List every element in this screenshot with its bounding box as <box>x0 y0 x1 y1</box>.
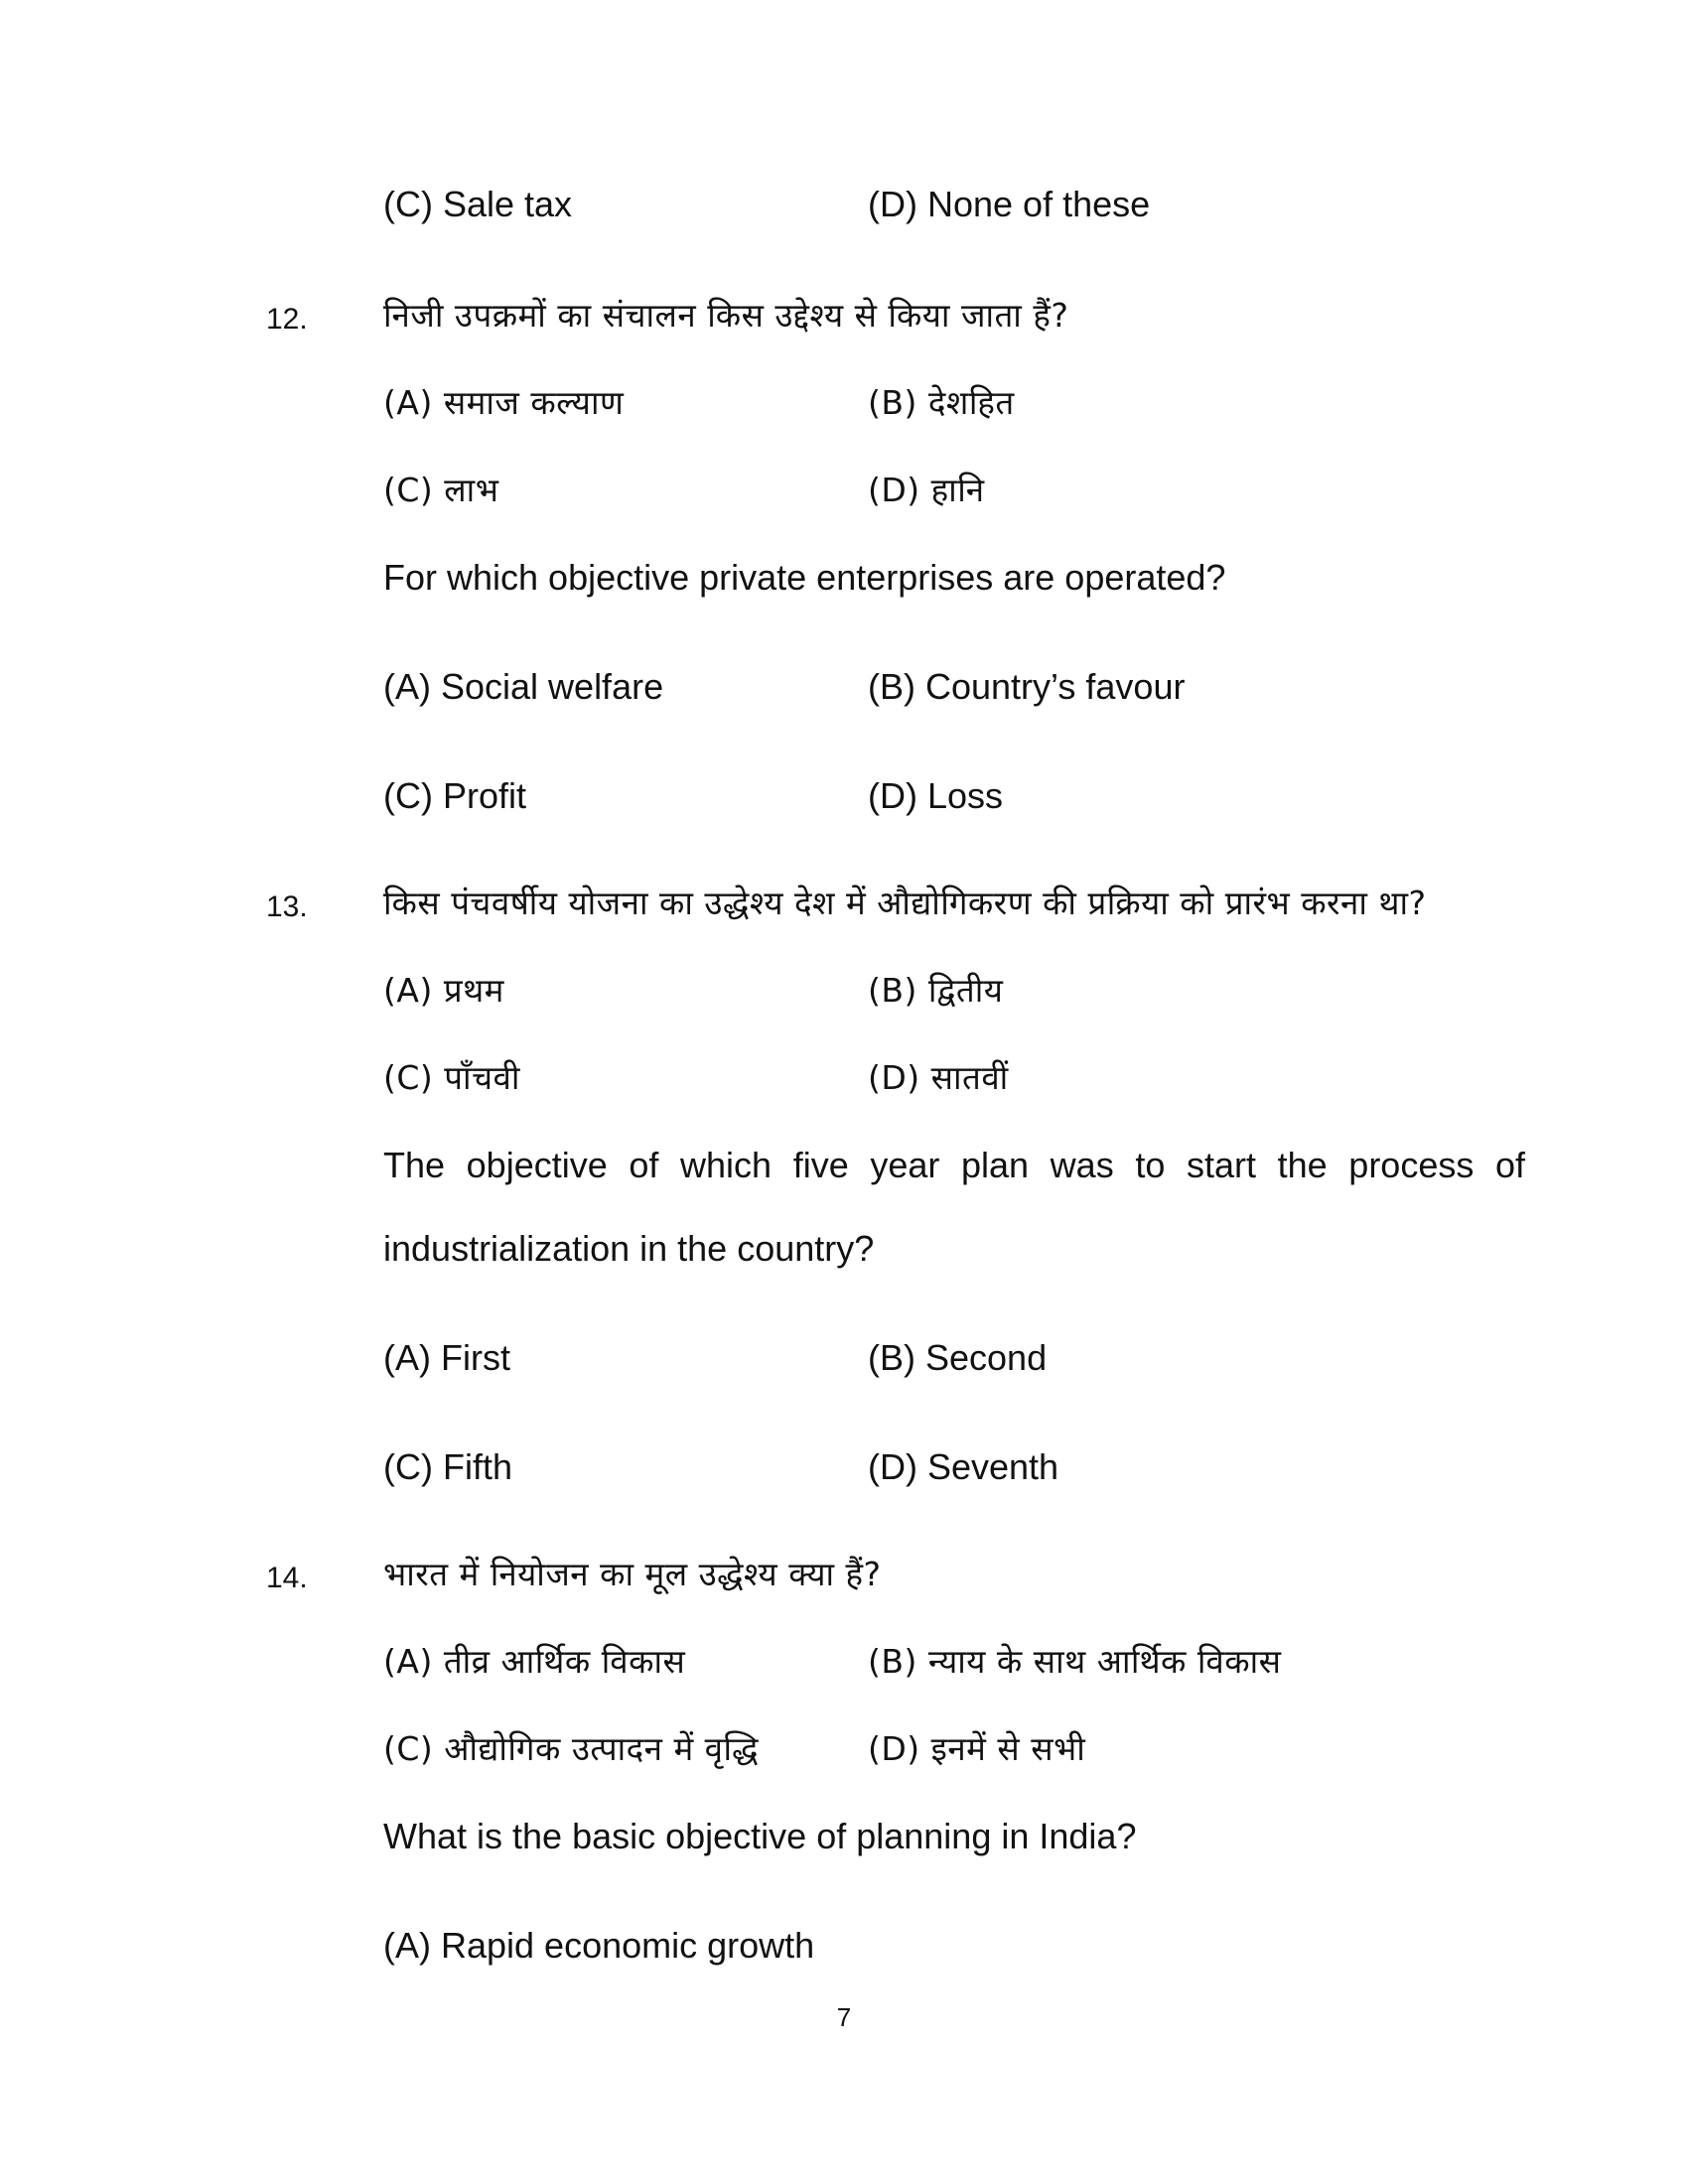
q12-english-option-b: (B) Country’s favour <box>868 666 1186 707</box>
q14-english-option-a: (A) Rapid economic growth <box>383 1925 815 1966</box>
q12-hindi-option-d: (D) हानि <box>868 471 985 509</box>
q12-hindi-option-b: (B) देशहित <box>868 383 1015 422</box>
question-14-english: What is the basic objective of planning in India? <box>383 1816 1137 1856</box>
q13-hindi-option-d: (D) सातवीं <box>868 1058 1009 1097</box>
q12-hindi-option-c: (C) लाभ <box>383 471 499 509</box>
question-12-english: For which objective private enterprises are operated? <box>383 557 1226 598</box>
q13-english-option-b: (B) Second <box>868 1337 1048 1378</box>
question-12-hindi: निजी उपक्रमों का संचालन किस उद्देश्य से किया जाता हैं? <box>383 296 1069 335</box>
question-13-english-line-1: The objective of which five year plan was to start the process of <box>383 1145 1525 1185</box>
question-number-14: 14. <box>266 1562 308 1594</box>
q13-hindi-option-c: (C) पाँचवी <box>383 1058 520 1097</box>
page-number: 7 <box>836 2002 852 2032</box>
option-d-none-of-these: (D) None of these <box>868 184 1151 224</box>
q14-hindi-option-a: (A) तीव्र आर्थिक विकास <box>383 1642 686 1681</box>
q13-english-option-a: (A) First <box>383 1337 510 1378</box>
question-13-english-line-2: industrialization in the country? <box>383 1228 875 1269</box>
q13-hindi-option-b: (B) द्वितीय <box>868 971 1004 1010</box>
question-number-13: 13. <box>266 890 308 923</box>
q14-hindi-option-d: (D) इनमें से सभी <box>868 1729 1086 1768</box>
option-c-sale-tax: (C) Sale tax <box>383 184 573 224</box>
q12-english-option-a: (A) Social welfare <box>383 666 664 707</box>
q13-english-option-c: (C) Fifth <box>383 1446 512 1487</box>
question-14-hindi: भारत में नियोजन का मूल उद्धेश्य क्या हैं? <box>383 1555 882 1593</box>
question-13-hindi: किस पंचवर्षीय योजना का उद्धेश्य देश में औद्योगिकरण की प्रक्रिया को प्रारंभ करना था? <box>383 884 1427 922</box>
q13-english-option-d: (D) Seventh <box>868 1446 1059 1487</box>
q12-hindi-option-a: (A) समाज कल्याण <box>383 383 625 422</box>
q12-english-option-c: (C) Profit <box>383 775 526 816</box>
q12-english-option-d: (D) Loss <box>868 775 1004 816</box>
q13-hindi-option-a: (A) प्रथम <box>383 971 504 1010</box>
q14-hindi-option-c: (C) औद्योगिक उत्पादन में वृद्धि <box>383 1729 759 1768</box>
question-number-12: 12. <box>266 303 308 336</box>
q14-hindi-option-b: (B) न्याय के साथ आर्थिक विकास <box>868 1642 1282 1681</box>
